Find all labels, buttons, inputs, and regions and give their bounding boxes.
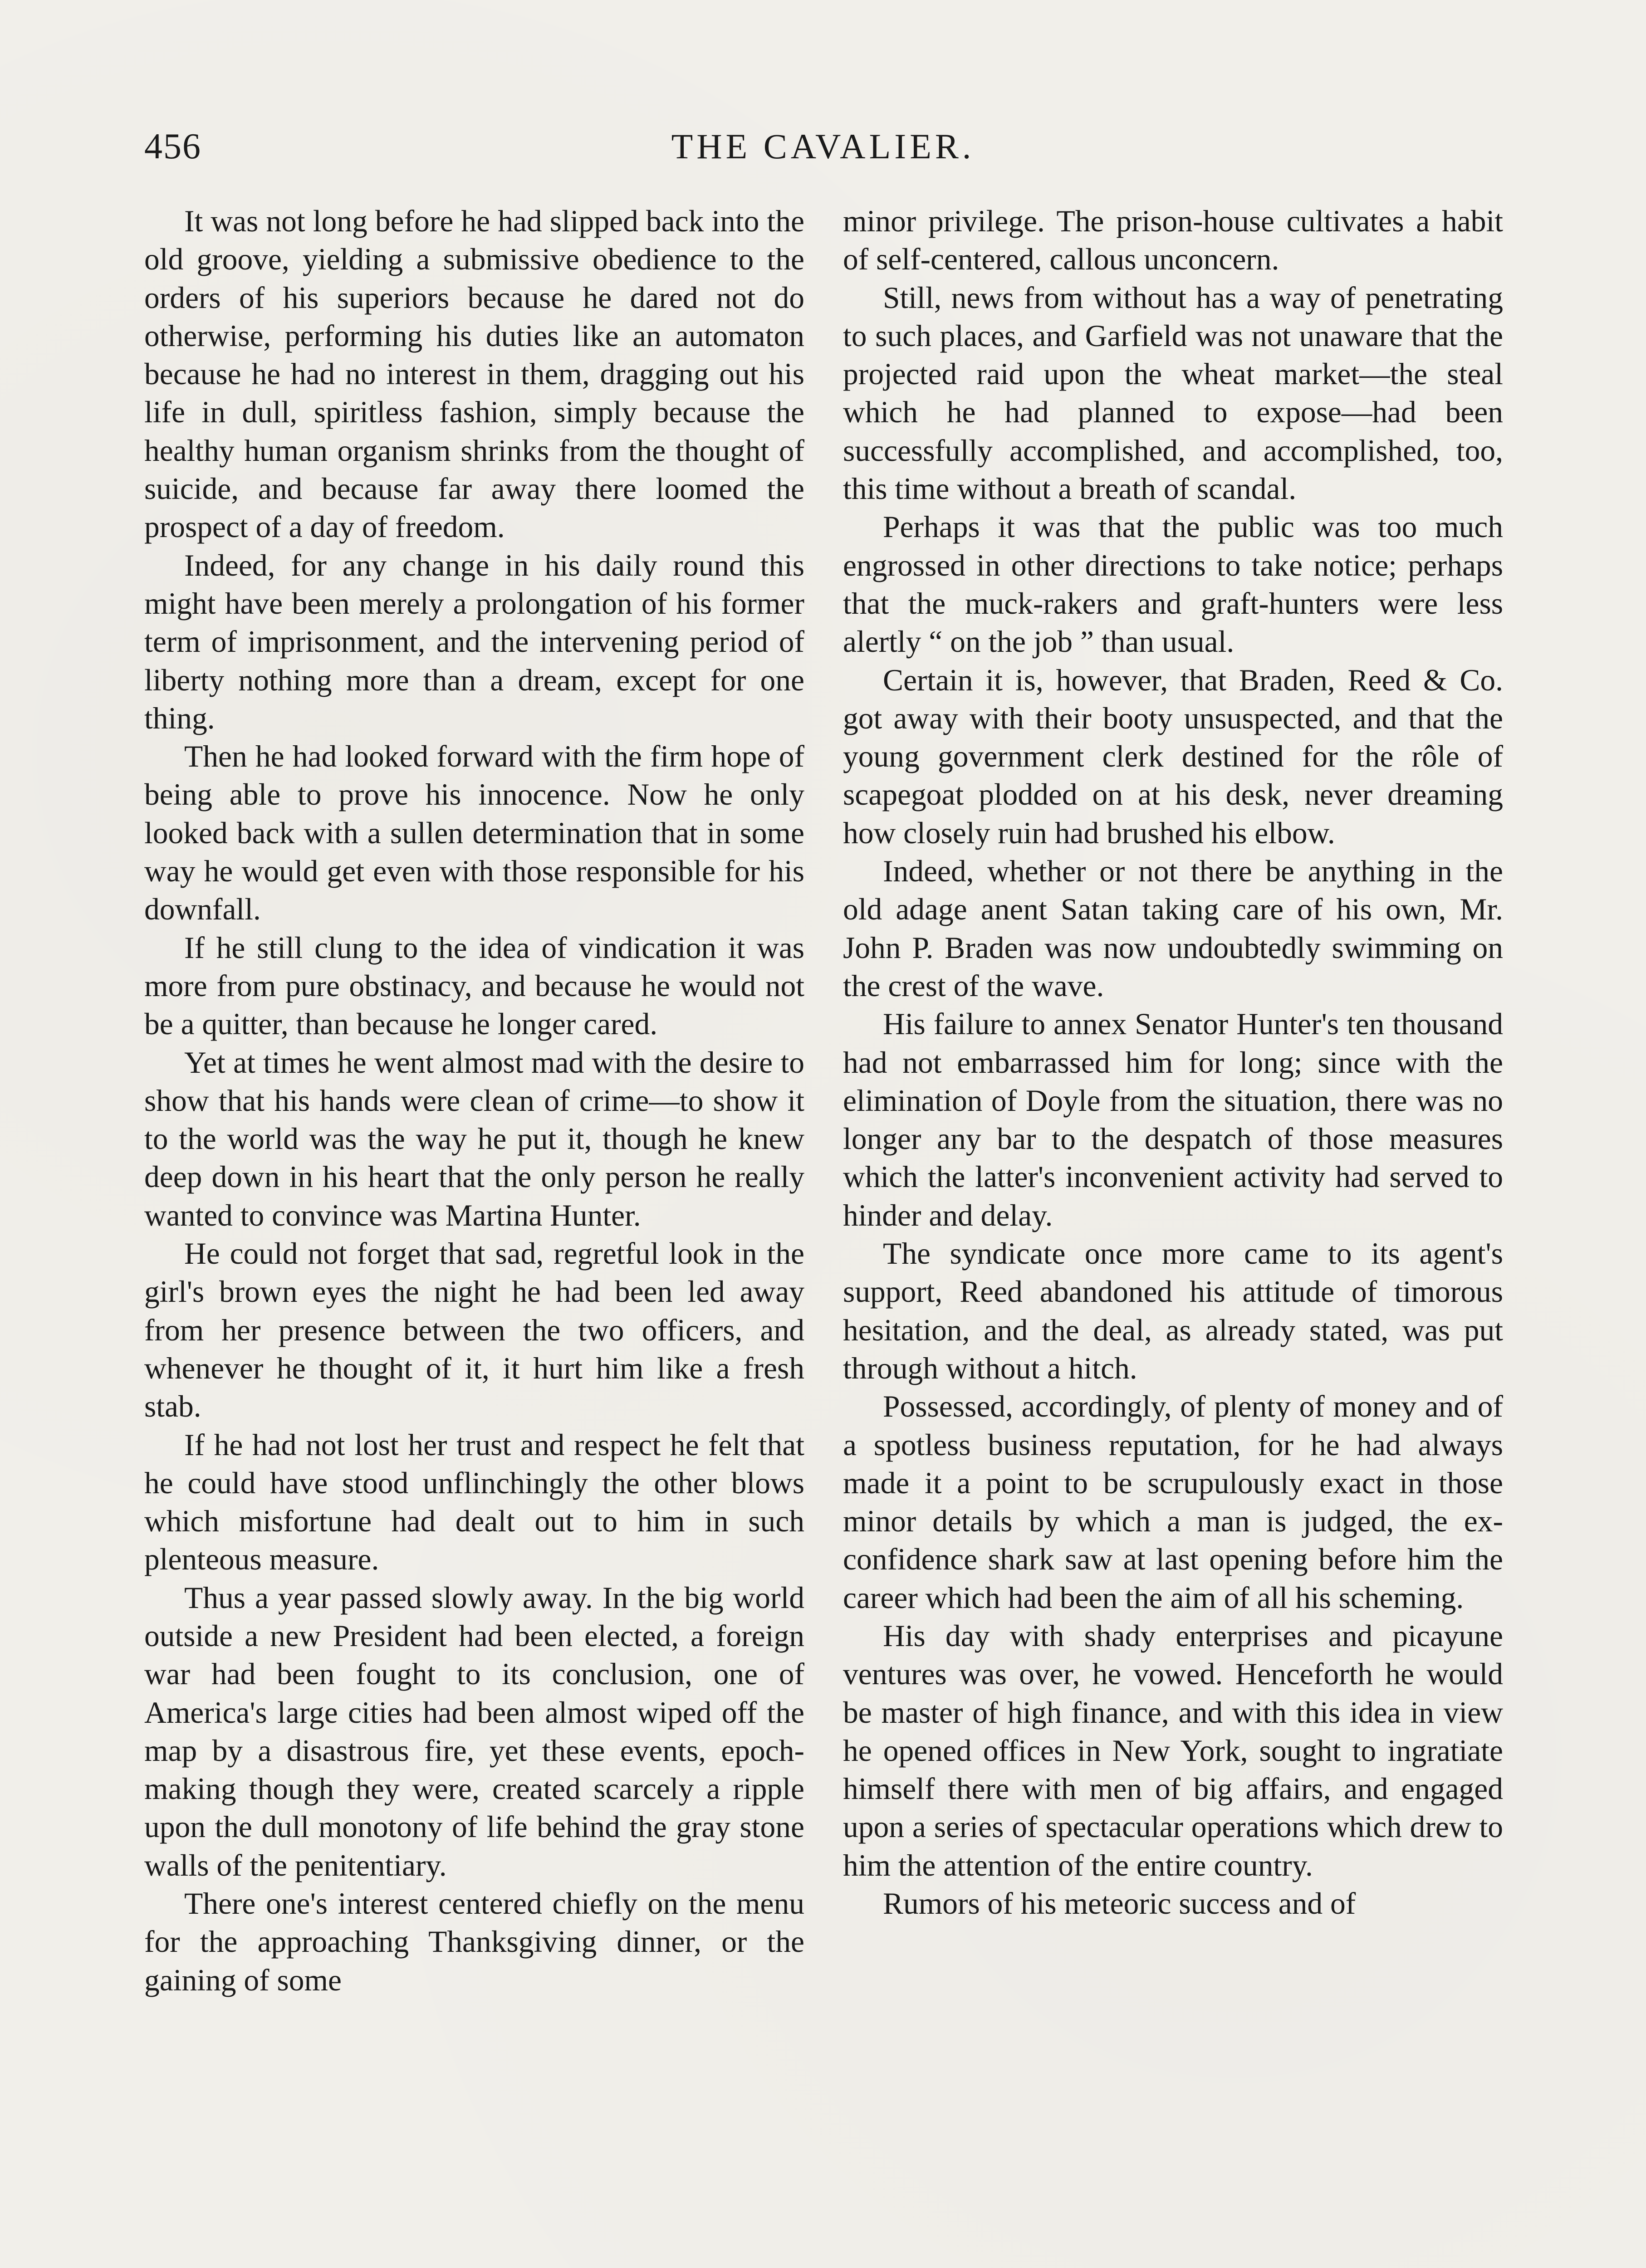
paragraph: Yet at times he went almost mad with the desire to show that his hands were clean of crime—to show it to the world was the way he put it, though he knew deep down in his heart that the only person he really wanted to convince was Martina Hunter. xyxy=(144,1045,804,1232)
right-column xyxy=(843,202,1503,2268)
paragraph: There one's interest centered chiefly on the menu for the approaching Thanksgiving dinner, or the gaining of some xyxy=(144,1887,804,1997)
paragraph: His day with shady enterprises and picayune ventures was over, he vowed. Henceforth he would be master of high finance, and with this idea in view he opened offices in New York, sought to ingratiate himself there with men of big affairs, and engaged upon a series of spectacular operations which drew to him the attention of the entire country. xyxy=(843,1618,1503,1882)
paragraph: Possessed, accordingly, of plenty of money and of a spotless business reputation, for he had always made it a point to be scrupulously exact in those minor details by which a man is judged, the ex-confidence shark saw at last opening before him the career which had been the aim of all his scheming. xyxy=(843,1389,1503,1615)
paragraph: Still, news from without has a way of penetrating to such places, and Garfield was not unaware that the projected raid upon the wheat market—the steal which he had planned to expose—had been successfully accomplished, and accomplished, too, this time without a breath of scandal. xyxy=(843,280,1503,506)
paragraph: If he still clung to the idea of vindication it was more from pure obstinacy, and because he would not be a quitter, than because he longer cared. xyxy=(144,930,804,1041)
running-title: THE CAVALIER. xyxy=(671,127,975,166)
paragraph: If he had not lost her trust and respect he felt that he could have stood unflinchingly the other blows which misfortune had dealt out to him in such plenteous measure. xyxy=(144,1427,804,1577)
paragraph: Certain it is, however, that Braden, Reed & Co. got away with their booty unsuspected, and that the young government clerk destined for the rôle of scapegoat plodded on at his desk, never dreaming how closely ruin had brushed his elbow. xyxy=(843,663,1503,850)
paragraph: Thus a year passed slowly away. In the big world outside a new President had been elected, a foreign war had been fought to its conclusion, one of America's large cities had been almost wiped off the map by a disastrous fire, yet these events, epoch-making though they were, created scarcely a ripple upon the dull monotony of life behind the gray stone walls of the penitentiary. xyxy=(144,1580,804,1882)
paragraph: It was not long before he had slipped back into the old groove, yielding a submissive obedience to the orders of his superiors because he dared not do otherwise, performing his duties like an automaton because he had no interest in them, dragging out his life in dull, spiritless fashion, simply because the healthy human organism shrinks from the thought of suicide, and because far away there loomed the prospect of a day of freedom. xyxy=(144,204,804,544)
paragraph: Indeed, whether or not there be anything in the old adage anent Satan taking care of his own, Mr. John P. Braden was now undoubtedly swimming on the crest of the wave. xyxy=(843,854,1503,1003)
paragraph: The syndicate once more came to its agent's support, Reed abandoned his attitude of timorous hesitation, and the deal, as already stated, was put through without a hitch. xyxy=(843,1237,1503,1385)
running-head xyxy=(144,122,1502,171)
paragraph: His failure to annex Senator Hunter's ten thousand had not embarrassed him for long; since with the elimination of Doyle from the situation, there was no longer any bar to the despatch of those measures which the latter's inconvenient activity had served to hinder and delay. xyxy=(843,1007,1503,1232)
paragraph: He could not forget that sad, regretful look in the girl's brown eyes the night he had been led away from her presence between the two officers, and whenever he thought of it, it hurt him like a fresh stab. xyxy=(144,1237,804,1424)
paragraph: Indeed, for any change in his daily round this might have been merely a prolongation of his former term of imprisonment, and the intervening period of liberty nothing more than a dream, except for one thing. xyxy=(144,548,804,735)
paragraph: Perhaps it was that the public was too much engrossed in other directions to take notice; perhaps that the muck-rakers and graft-hunters were less alertly “ on the job ” than usual. xyxy=(843,510,1503,659)
paragraph: Rumors of his meteoric success and of xyxy=(883,1887,1356,1921)
left-column xyxy=(144,202,804,2268)
page-number: 456 xyxy=(144,127,201,166)
paragraph: Then he had looked forward with the firm hope of being able to prove his innocence. Now he only looked back with a sullen determination that in some way he would get even with those responsible for his downfall. xyxy=(144,739,804,927)
paragraph-continuation: minor privilege. The prison-house cultivates a habit of self-centered, callous unconcern. xyxy=(843,204,1503,277)
